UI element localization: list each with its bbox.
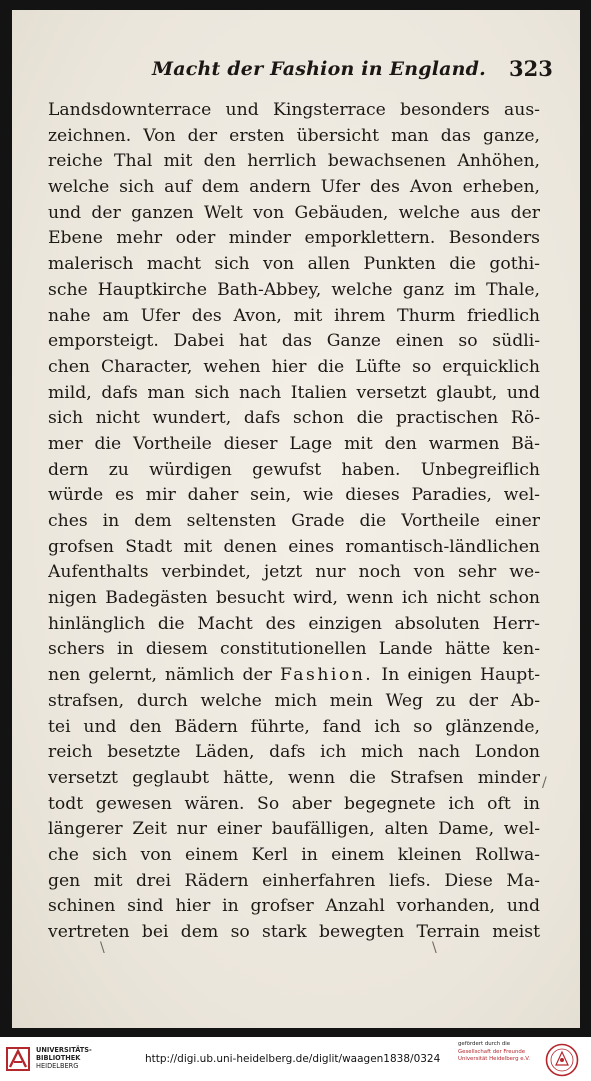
text-line: tei und den Bädern führte, fand ich so glänzende, [48,716,540,737]
text-line: längerer Zeit nur einer baufälligen, alten Dame, wel- [48,819,540,840]
text-line: dern zu würdigen gewufst haben. Unbegreiflich [48,459,540,480]
text-line: Landsdownterrace und Kingsterrace besonders aus- [48,100,540,120]
text-line: nen gelernt, nämlich der Fashion. In einigen Haupt- [48,665,540,686]
text-line: welche sich auf dem andern Ufer des Avon erheben, [48,177,540,198]
text-line: grofsen Stadt mit denen eines romantisch-ländlichen [48,536,540,557]
text-line: mer die Vortheile dieser Lage mit den warmen Bä- [48,433,540,454]
text-line: todt gewesen wären. So aber begegnete ich oft in [48,793,540,814]
page-number: 323 [509,56,553,81]
text-line: mild, dafs man sich nach Italien versetzt glaubt, und [48,382,540,403]
text-line: che sich von einem Kerl in einem kleinen Rollwa- [48,844,540,865]
text-line: hinlänglich die Macht des einzigen absoluten Herr- [48,613,540,634]
text-line: Aufenthalts verbindet, jetzt nur noch von sehr we- [48,562,540,583]
text-line: malerisch macht sich von allen Punkten die gothi- [48,254,540,275]
text-line: vertreten bei dem so stark bewegten Terrain meist [48,922,540,942]
text-line: schinen sind hier in grofser Anzahl vorhanden, und [48,896,540,917]
text-line: zeichnen. Von der ersten übersicht man das ganze, [48,125,540,146]
text-line: reich besetzte Läden, dafs ich mich nach London [48,742,540,763]
text-line: ches in dem seltensten Grade die Vortheile einer [48,511,540,531]
stray-mark: \ [432,940,437,956]
text-line: chen Character, wehen hier die Lüfte so erquicklich [48,356,540,377]
permalink-url[interactable]: http://digi.ub.uni-heidelberg.de/diglit/waagen1838/0324 [145,1053,441,1065]
sponsor-note: gefördert durch die Gesellschaft der Freunde Universität Heidelberg e.V. [458,1041,530,1063]
text-line: sche Hauptkirche Bath-Abbey, welche ganz im Thale, [48,279,540,300]
university-seal-icon [545,1043,579,1077]
text-line: und der ganzen Welt von Gebäuden, welche aus der [48,202,540,223]
text-line: gen mit drei Rädern einherfahren liefs. Diese Ma- [48,870,540,891]
text-line: versetzt geglaubt hätte, wenn die Strafsen minder [48,767,540,788]
running-title: Macht der Fashion in England. [152,58,486,80]
text-line: emporsteigt. Dabei hat das Ganze einen so südli- [48,331,540,352]
text-line: Ebene mehr oder minder emporklettern. Besonders [48,228,540,249]
text-line: strafsen, durch welche mich mein Weg zu der Ab- [48,690,540,711]
text-line: würde es mir daher sein, wie dieses Paradies, wel- [48,485,540,506]
body-text [48,98,540,946]
text-line: nahe am Ufer des Avon, mit ihrem Thurm friedlich [48,305,540,326]
text-line: schers in diesem constitutionellen Lande hätte ken- [48,639,540,660]
text-line: sich nicht wundert, dafs schon die practischen Rö- [48,408,540,429]
page-header [12,54,580,88]
text-line: reiche Thal mit den herrlich bewachsenen Anhöhen, [48,151,540,172]
text-line: nigen Badegästen besucht wird, wenn ich nicht schon [48,588,540,609]
university-library-logo-icon [6,1045,32,1073]
institution-name: UNIVERSITÄTS- BIBLIOTHEK HEIDELBERG [36,1046,92,1070]
book-page [12,10,580,1028]
digitization-footer [0,1037,591,1081]
emphasized-word: Fashion. [280,665,374,686]
stray-mark: \ [100,940,105,956]
stray-mark: / [542,775,547,791]
